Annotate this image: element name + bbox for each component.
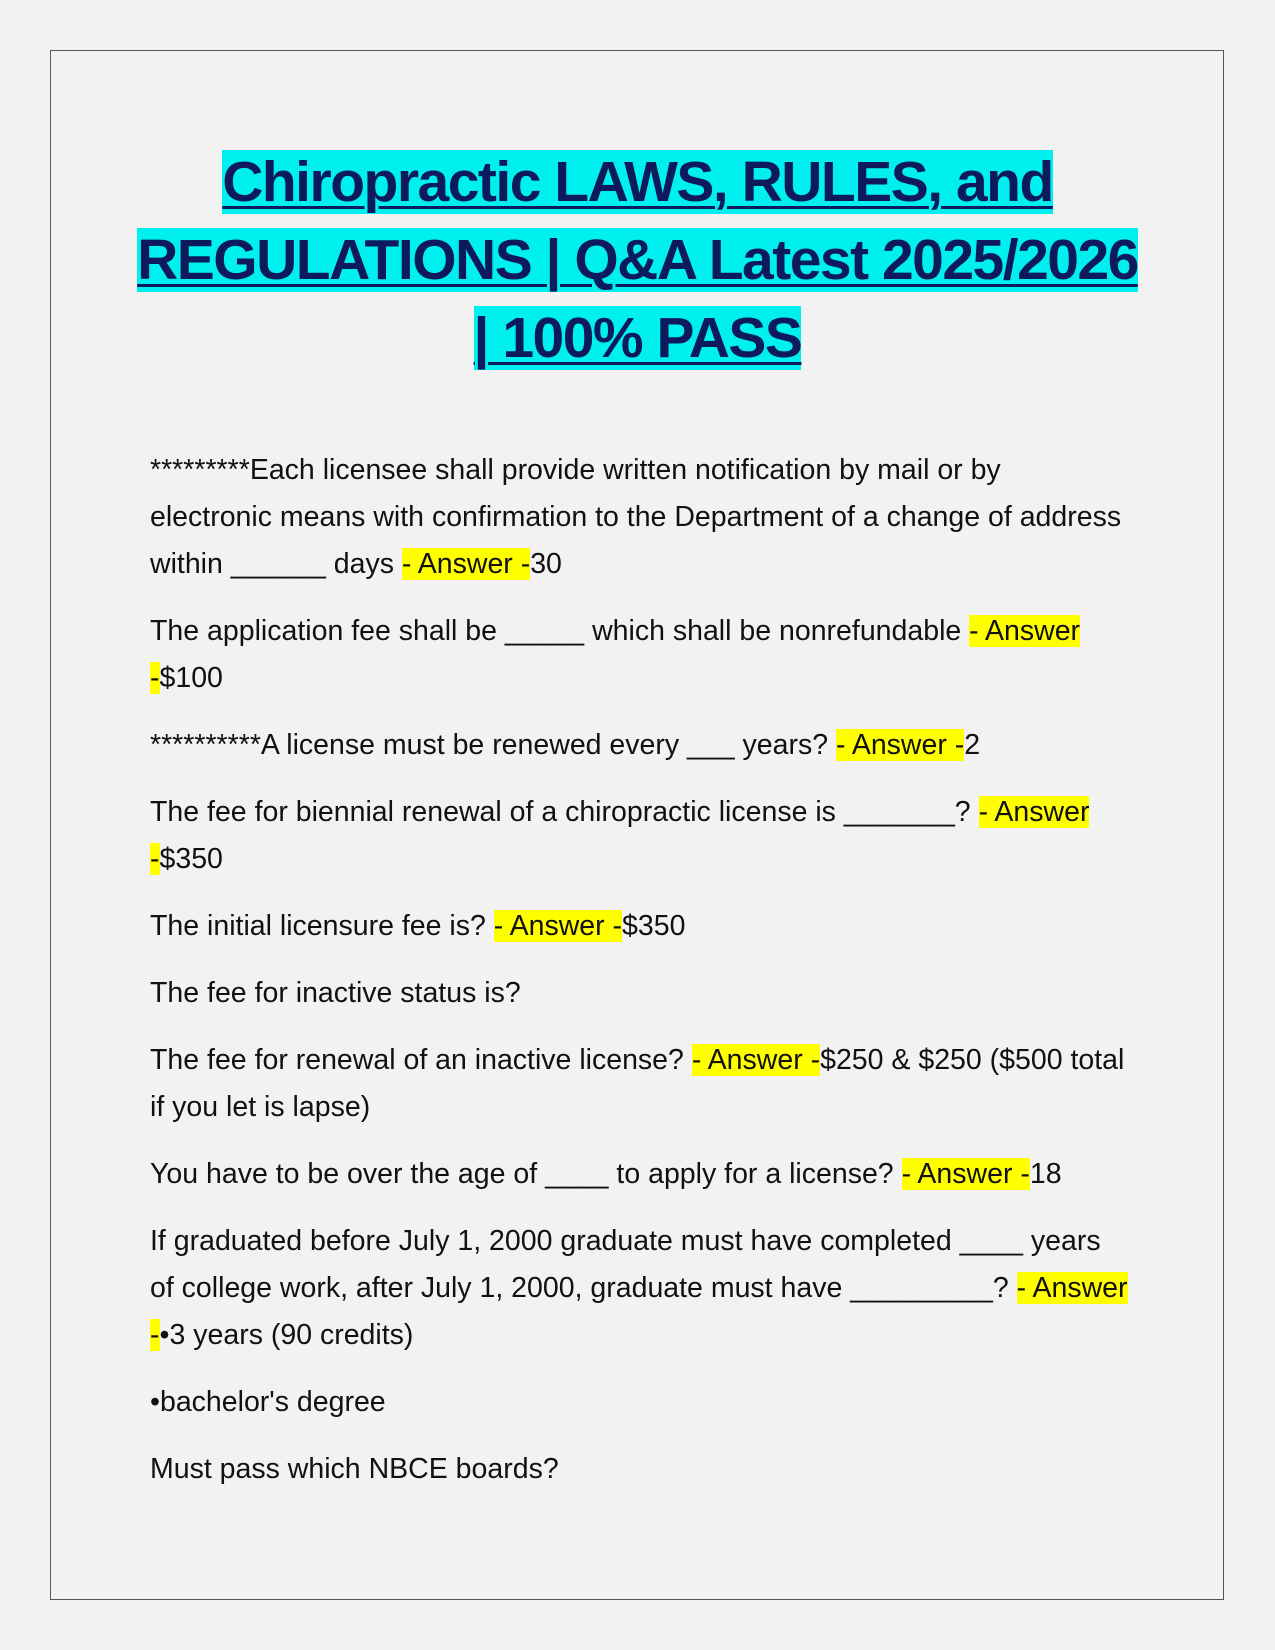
question-text: **********A license must be renewed every ___ years? [150,729,836,761]
qa-item-10 [150,1379,1130,1426]
question-text: The fee for biennial renewal of a chiropractic license is _______? [150,796,979,828]
question-text: The fee for inactive status is? [150,977,521,1009]
document-title-text: Chiropractic LAWS, RULES, and REGULATIONS | Q&A Latest 2025/2026 | 100% PASS [137,150,1138,370]
qa-item-2 [150,608,1130,702]
qa-item-11 [150,1446,1130,1493]
qa-item-4 [150,789,1130,883]
question-text: If graduated before July 1, 2000 graduate must have completed ____ years of college work, after July 1, 2000, graduate must have _________? [150,1225,1101,1304]
question-text: *********Each licensee shall provide written notification by mail or by electronic means with confirmation to the Department of a change of address within ______ days [150,454,1122,580]
question-text: The fee for renewal of an inactive license? [150,1044,692,1076]
answer-text: •3 years (90 credits) [159,1319,414,1351]
question-text: •bachelor's degree [150,1386,386,1418]
question-text: Must pass which NBCE boards? [150,1453,559,1485]
answer-text: 2 [964,729,981,761]
answer-text: 18 [1029,1158,1062,1190]
answer-marker: - Answer - [150,796,1090,875]
answer-marker: - Answer - [835,729,965,761]
qa-item-7 [150,1037,1130,1131]
answer-text: 30 [530,548,562,580]
answer-marker: - Answer - [493,910,623,942]
question-text: The application fee shall be _____ which shall be nonrefundable [150,615,970,647]
answer-marker: - Answer - [401,548,531,580]
answer-marker: - Answer - [150,1272,1128,1351]
qa-item-6 [150,970,1130,1017]
qa-item-3 [150,722,1130,769]
question-text: You have to be over the age of ____ to apply for a license? [150,1158,902,1190]
qa-item-5 [150,903,1130,950]
answer-marker: - Answer - [691,1044,821,1076]
qa-item-8 [150,1151,1130,1198]
answer-text: $250 & $250 ($500 total if you let is lapse) [150,1044,1125,1123]
answer-marker: - Answer - [901,1158,1030,1190]
answer-marker: - Answer - [150,615,1081,694]
qa-item-9 [150,1218,1130,1359]
qa-list [150,447,1130,1513]
answer-text: $100 [159,662,223,694]
qa-item-1 [150,447,1130,588]
answer-text: $350 [622,910,686,942]
document-title [130,143,1145,377]
question-text: The initial licensure fee is? [150,910,494,942]
answer-text: $350 [159,843,223,875]
